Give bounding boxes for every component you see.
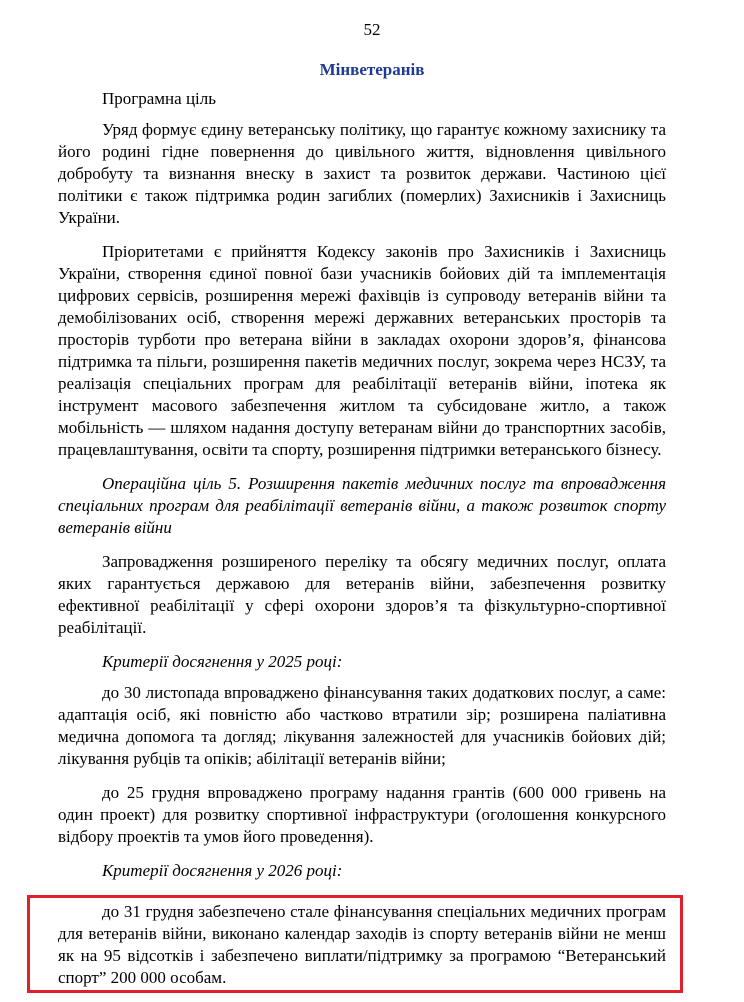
document-body (58, 88, 666, 891)
page-number: 52 (363, 20, 381, 39)
operational-goal-title: Операційна ціль 5. Розширення пакетів медичних послуг та впровадження спеціальних програм для реабілітації ветеранів війни, а також розвиток спорту ветеранів війни (58, 474, 666, 537)
criteria-2026-item-1: до 31 грудня забезпечено стале фінансування спеціальних медичних програм для ветеранів війни, виконано календар заходів із спорту ветеранів війни не менш як на 95 відсотків і забезпечено виплати/підтримку за програмою “Ветеранський спорт” 200 000 особам. (58, 902, 666, 987)
ministry-title: Мінветеранів (319, 60, 425, 79)
criteria-2026-label: Критерії досягнення у 2026 році: (102, 861, 343, 880)
criteria-2025-item-2: до 25 грудня впроваджено програму надання грантів (600 000 гривень на один проект) для розвитку спортивної інфраструктури (оголошення конкурсного відбору проектів та умов його проведення). (58, 783, 666, 846)
priorities-paragraph: Пріоритетами є прийняття Кодексу законів про Захисників і Захисниць України, створення єдиної повної бази учасників бойових дій та імплементація цифрових сервісів, розширення мережі фахівців із супроводу ветеранів війни та демобілізованих осіб, створення мережі державних ветеранських просторів та просторів турботи про ветерана війни в закладах охорони здоров’я, фінансова підтримка та пільги, розширення пакетів медичних послуг, зокрема через НСЗУ, та реалізація спеціальних програм для реабілітації ветеранів війни, іпотека як інструмент масового забезпечення житлом та субсидоване житло, а також мобільність — шляхом надання доступу ветеранам війни до транспортних засобів, працевлаштування, освіти та спорту, розширення підтримки ветеранського бізнесу. (58, 242, 666, 459)
criteria-2025-label: Критерії досягнення у 2025 році: (102, 652, 343, 671)
operational-goal-paragraph: Запровадження розширеного переліку та обсягу медичних послуг, оплата яких гарантується державою для ветеранів війни, забезпечення розвитку ефективної реабілітації у сфері охорони здоров’я та фізкультурно-спортивної реабілітації. (58, 552, 666, 637)
program-goal-label: Програмна ціль (102, 89, 217, 108)
criteria-2025-item-1: до 30 листопада впроваджено фінансування таких додаткових послуг, а саме: адаптація осіб, які повністю або частково втратили зір; розширена паліативна медична допомога та догляд; лікування залежностей для учасників бойових дій; лікування рубців та опіків; абілітації ветеранів війни; (58, 683, 666, 768)
program-goal-paragraph: Уряд формує єдину ветеранську політику, що гарантує кожному захиснику та його родині гідне повернення до цивільного життя, відновлення цивільного добробуту та визнання внеску в захист та розвиток держави. Частиною цієї політики є також підтримка родин загиблих (померлих) Захисників і Захисниць України. (58, 120, 666, 227)
